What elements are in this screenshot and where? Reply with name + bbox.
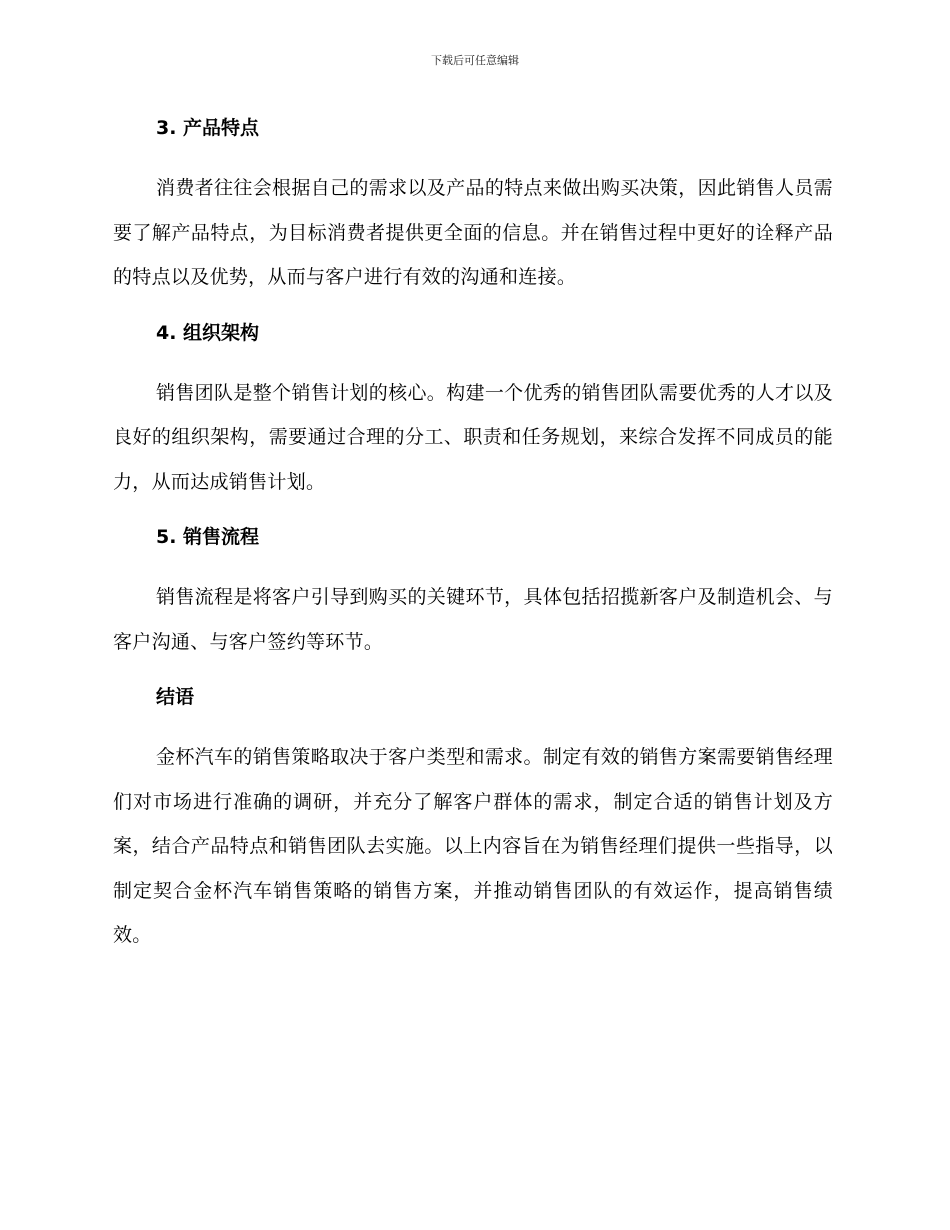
document-body (113, 112, 833, 958)
section-heading-sales-process: 5. 销售流程 (156, 526, 260, 548)
section-heading-organization: 4. 组织架构 (156, 321, 260, 344)
section-paragraph-organization: 销售团队是整个销售计划的核心。构建一个优秀的销售团队需要优秀的人才以及良好的组织架构，需要通过合理的分工、职责和任务规划，来综合发挥不同成员的能力，从而达成销售计划。 (113, 381, 833, 493)
section-heading-conclusion: 结语 (156, 686, 195, 708)
section-paragraph-product-features: 消费者往往会根据自己的需求以及产品的特点来做出购买决策，因此销售人员需要了解产品特点，为目标消费者提供更全面的信息。并在销售过程中更好的诠释产品的特点以及优势，从而与客户进行有效的沟通和连接。 (113, 177, 833, 288)
section-heading-product-features: 3. 产品特点 (156, 117, 260, 139)
section-paragraph-conclusion: 金杯汽车的销售策略取决于客户类型和需求。制定有效的销售方案需要销售经理们对市场进行准确的调研，并充分了解客户群体的需求，制定合适的销售计划及方案，结合产品特点和销售团队去实施。以上内容旨在为销售经理们提供一些指导，以制定契合金杯汽车销售策略的销售方案，并推动销售团队的有效运作，提高销售绩效。 (113, 746, 833, 946)
section-paragraph-sales-process: 销售流程是将客户引导到购买的关键环节，具体包括招揽新客户及制造机会、与客户沟通、与客户签约等环节。 (113, 586, 833, 653)
page-header: 下载后可任意编辑 (431, 54, 519, 67)
